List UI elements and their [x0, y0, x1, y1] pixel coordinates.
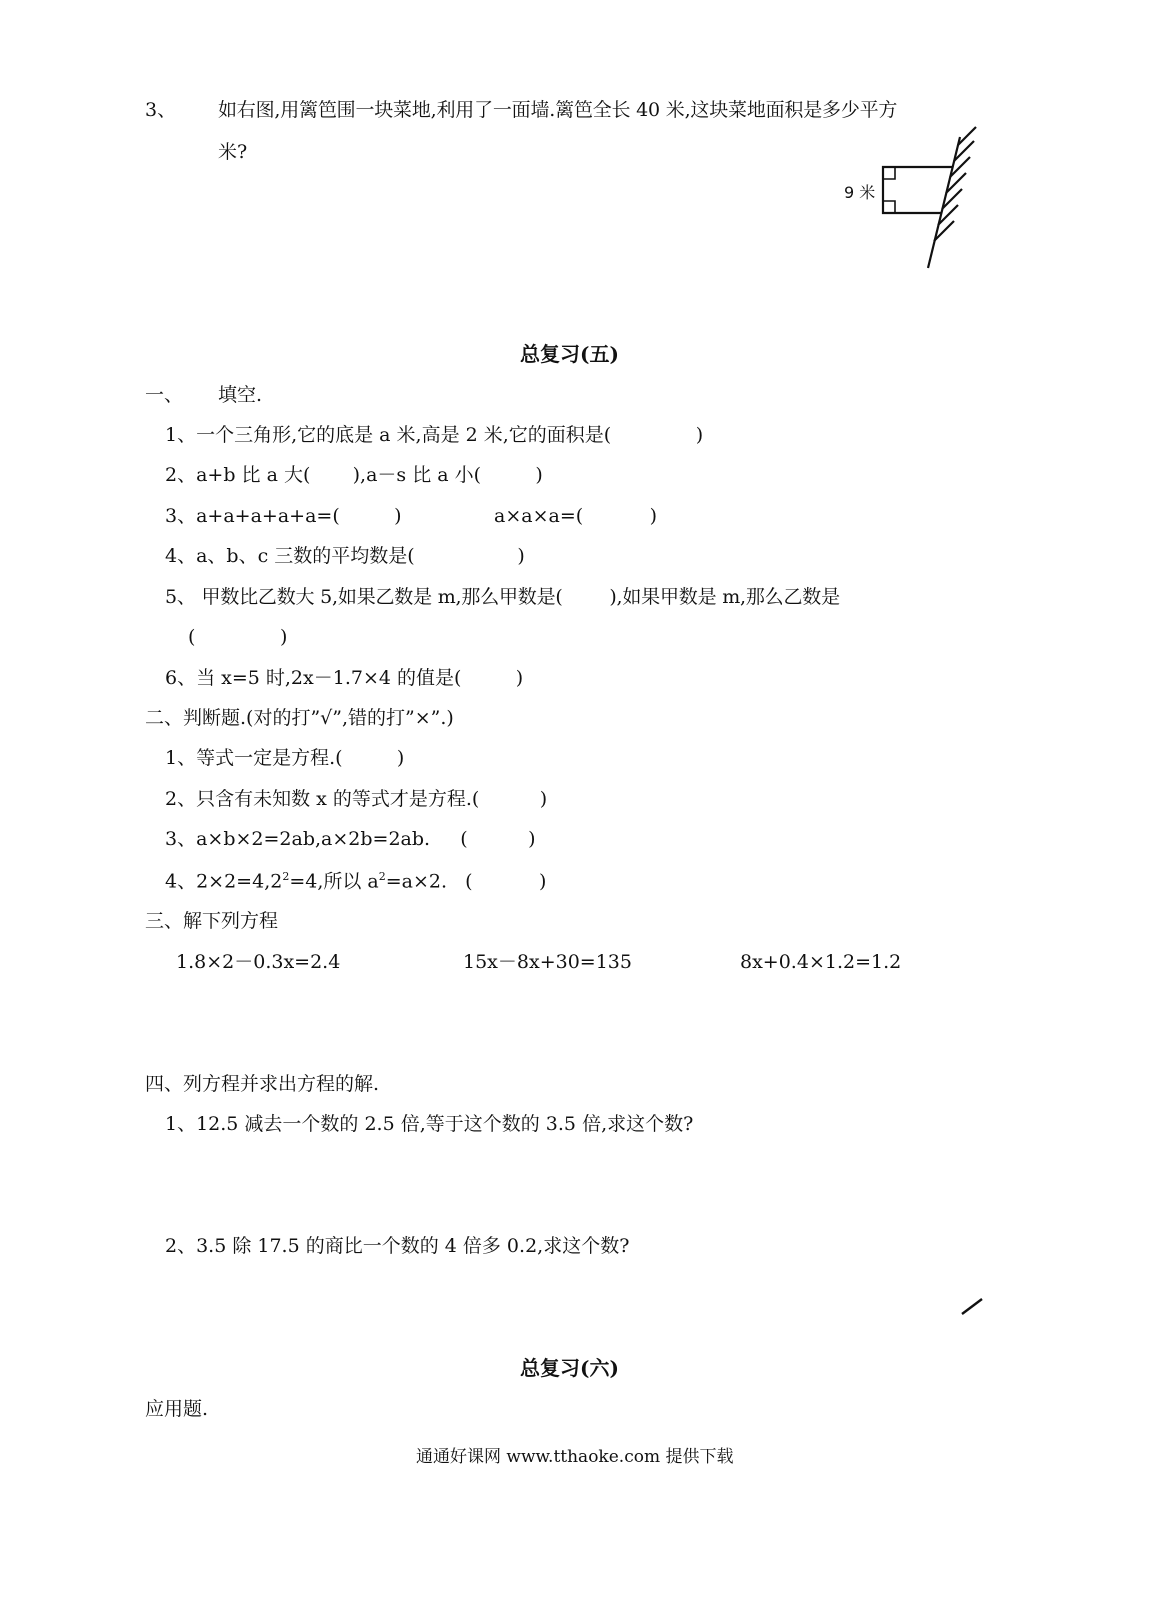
equation-1: 1.8×2－0.3x=2.4: [176, 951, 341, 973]
judge-item-2: 2、只含有未知数 x 的等式才是方程.( ): [165, 788, 548, 810]
garden-wall-figure: [870, 125, 990, 275]
word-problem-1: 1、12.5 减去一个数的 2.5 倍,等于这个数的 3.5 倍,求这个数?: [165, 1113, 694, 1135]
fill-item-3-right: a×a×a=( ): [494, 505, 658, 527]
page-footer: 通通好课网 www.tthaoke.com 提供下载: [416, 1447, 734, 1467]
equation-3: 8x+0.4×1.2=1.2: [740, 951, 902, 973]
figure-label-9m: 9 米: [844, 183, 876, 202]
fill-item-5: 5、 甲数比乙数大 5,如果乙数是 m,那么甲数是( ),如果甲数是 m,那么乙数是: [165, 586, 840, 608]
review5-title: 总复习(五): [520, 342, 619, 366]
section4-heading: 四、列方程并求出方程的解.: [145, 1073, 380, 1095]
fill-item-4: 4、a、b、c 三数的平均数是( ): [165, 545, 525, 567]
review6-title: 总复习(六): [520, 1356, 619, 1380]
section1-heading: 填空.: [218, 384, 263, 406]
fill-item-5-line2: ( ): [188, 626, 288, 648]
question-3-number: 3、: [145, 99, 177, 121]
fill-item-6: 6、当 x=5 时,2x－1.7×4 的值是( ): [165, 667, 524, 689]
section1-heading-number: 一、: [145, 384, 184, 406]
word-problem-2: 2、3.5 除 17.5 的商比一个数的 4 倍多 0.2,求这个数?: [165, 1235, 630, 1257]
equation-2: 15x－8x+30=135: [463, 951, 632, 973]
review6-heading: 应用题.: [145, 1398, 209, 1420]
judge-item-3: 3、a×b×2=2ab,a×2b=2ab. ( ): [165, 828, 536, 850]
fill-item-1: 1、一个三角形,它的底是 a 米,高是 2 米,它的面积是( ): [165, 424, 704, 446]
question-3-line2: 米?: [218, 141, 248, 163]
question-3-line1: 如右图,用篱笆围一块菜地,利用了一面墙.篱笆全长 40 米,这块菜地面积是多少平方: [218, 99, 898, 121]
section3-heading: 三、解下列方程: [145, 910, 279, 932]
stray-mark: [958, 1296, 988, 1318]
fill-item-3: 3、a+a+a+a+a=( ): [165, 505, 402, 527]
fill-item-2: 2、a+b 比 a 大( ),a－s 比 a 小( ): [165, 464, 543, 486]
judge-item-1: 1、等式一定是方程.( ): [165, 747, 405, 769]
judge-item-4: 4、$2\times 2=4,2^2=4$,所以 $a^2=a\times 2$. ( ): [165, 870, 547, 893]
section2-heading: 二、判断题.(对的打”√”,错的打”×”.): [145, 707, 454, 729]
